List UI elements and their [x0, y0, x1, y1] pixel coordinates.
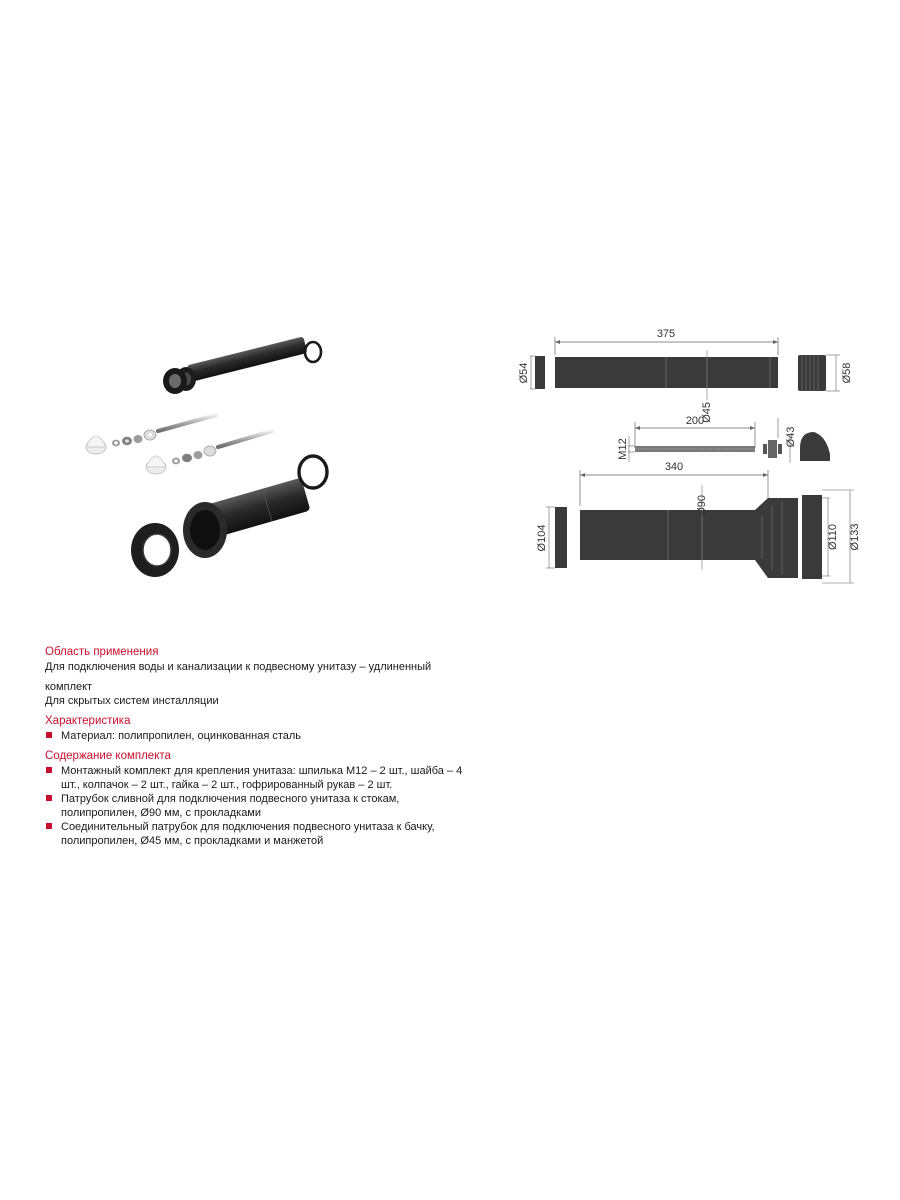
dim-bottom-right-outer-dia: Ø133 [849, 523, 861, 551]
dim-bottom-left-dia: Ø104 [536, 524, 548, 552]
application-line: Для скрытых систем инсталляции [45, 695, 219, 707]
inlet-pipe-drawing [518, 328, 853, 423]
characteristics-list [45, 729, 475, 743]
dim-top-left-dia: Ø54 [518, 362, 530, 384]
contents-heading: Содержание комплекта [45, 750, 171, 762]
inlet-pipe-assembly [163, 336, 321, 394]
bullet-square-icon [46, 795, 52, 801]
application-line: Для подключения воды и канализации к подвесному унитазу – удлиненный [45, 661, 432, 673]
drain-pipe-assembly [131, 456, 327, 577]
dim-cap-dia: Ø43 [785, 426, 797, 448]
product-description [45, 645, 475, 848]
product-illustration [70, 325, 370, 590]
contents-list [45, 764, 475, 848]
technical-drawing [500, 320, 870, 590]
dim-top-right-dia: Ø58 [841, 362, 853, 384]
list-item: Патрубок сливной для подключения подвесного унитаза к стокам, полипропилен, Ø90 мм, с прокладками [45, 792, 475, 820]
rod-drawing [617, 415, 830, 463]
dim-bottom-mid-dia: Ø90 [696, 495, 708, 516]
application-line: комплект [45, 681, 93, 693]
characteristics-heading: Характеристика [45, 715, 131, 727]
bullet-square-icon [46, 767, 52, 773]
application-heading: Область применения [45, 646, 159, 658]
dim-top-length: 375 [656, 328, 676, 340]
bullet-square-icon [46, 732, 52, 738]
drain-pipe-drawing [536, 461, 861, 583]
mounting-kit [86, 415, 272, 474]
list-item: Материал: полипропилен, оцинкованная сталь [45, 729, 475, 743]
list-item: Монтажный комплект для крепления унитаза: шпилька М12 – 2 шт., шайба – 4 шт., колпачок – 2 шт., гайка – 2 шт., гофрированный рукав – 2 шт. [45, 764, 475, 792]
dim-bottom-length: 340 [664, 461, 684, 473]
dim-top-mid-dia: Ø45 [701, 402, 713, 423]
corrugated-cuff [798, 355, 826, 391]
dim-bottom-right-inner-dia: Ø110 [827, 523, 839, 551]
bullet-square-icon [46, 823, 52, 829]
dim-rod-thread: M12 [617, 438, 629, 460]
dim-rod-length: 200 [685, 415, 705, 427]
list-item: Соединительный патрубок для подключения подвесного унитаза к бачку, полипропилен, Ø45 мм, с прокладками и манжетой [45, 820, 475, 848]
